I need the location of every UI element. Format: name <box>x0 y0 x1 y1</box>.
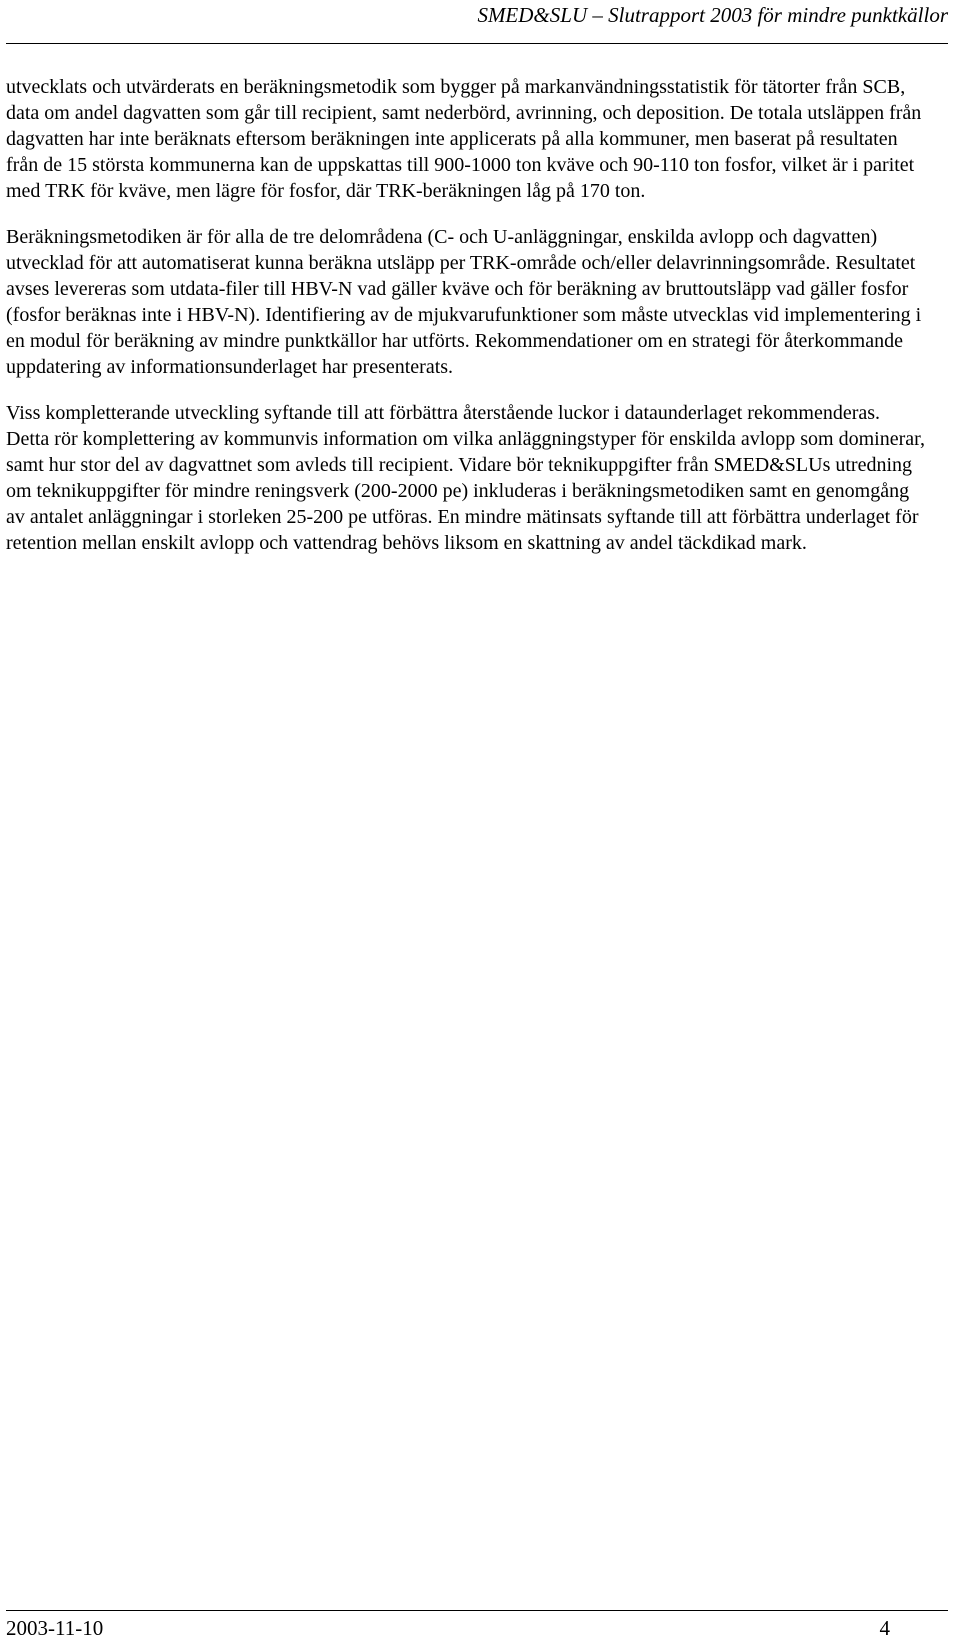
page-number: 4 <box>879 1616 890 1640</box>
paragraph-rekommendationer: Viss kompletterande utveckling syftande till att förbättra återstående luckor i dataunderlaget rekommenderas. Detta rör komplettering av kommunvis information om vilka anläggningstyper för enskilda avlopp som dominerar, samt hur stor del av dagvattnet som avleds till recipient. Vidare bör teknikuppgifter från SMED&SLUs utredning om teknikuppgifter för mindre reningsverk (200-2000 pe) inkluderas i beräkningsmetodiken samt en genomgång av antalet anläggningar i storleken 25-200 pe utföras. En mindre mätinsats syftande till att förbättra underlaget för retention mellan enskilt avlopp och vattendrag behövs liksom en skattning av andel täckdikad mark. <box>6 402 926 554</box>
running-header-title: SMED&SLU – Slutrapport 2003 för mindre punktkällor <box>477 3 948 27</box>
page-footer <box>6 1610 948 1642</box>
page-header <box>6 0 948 44</box>
body-text <box>6 74 926 576</box>
footer-date: 2003-11-10 <box>6 1616 104 1640</box>
paragraph-dagvatten: utvecklats och utvärderats en beräkningsmetodik som bygger på markanvändningsstatistik för tätorter från SCB, data om andel dagvatten som går till recipient, samt nederbörd, avrinning, och deposition. De totala utsläppen från dagvatten har inte beräknats eftersom beräkningen inte applicerats på alla kommuner, men baserat på resultaten från de 15 största kommunerna kan de uppskattas till 900-1000 ton kväve och 90-110 ton fosfor, vilket är i paritet med TRK för kväve, men lägre för fosfor, där TRK-beräkningen låg på 170 ton. <box>6 76 922 202</box>
paragraph-berakningsmetodik: Beräkningsmetodiken är för alla de tre delområdena (C- och U-anläggningar, enskilda avlopp och dagvatten) utvecklad för att automatiserat kunna beräkna utsläpp per TRK-område och/eller delavrinningsområde. Resultatet avses levereras som utdata-filer till HBV-N vad gäller kväve och för beräkning av bruttoutsläpp vad gäller fosfor (fosfor beräknas inte i HBV-N). Identifiering av de mjukvarufunktioner som måste utvecklas vid implementering i en modul för beräkning av mindre punktkällor har utförts. Rekommendationer om en strategi för återkommande uppdatering av informationsunderlaget har presenterats. <box>6 226 922 378</box>
